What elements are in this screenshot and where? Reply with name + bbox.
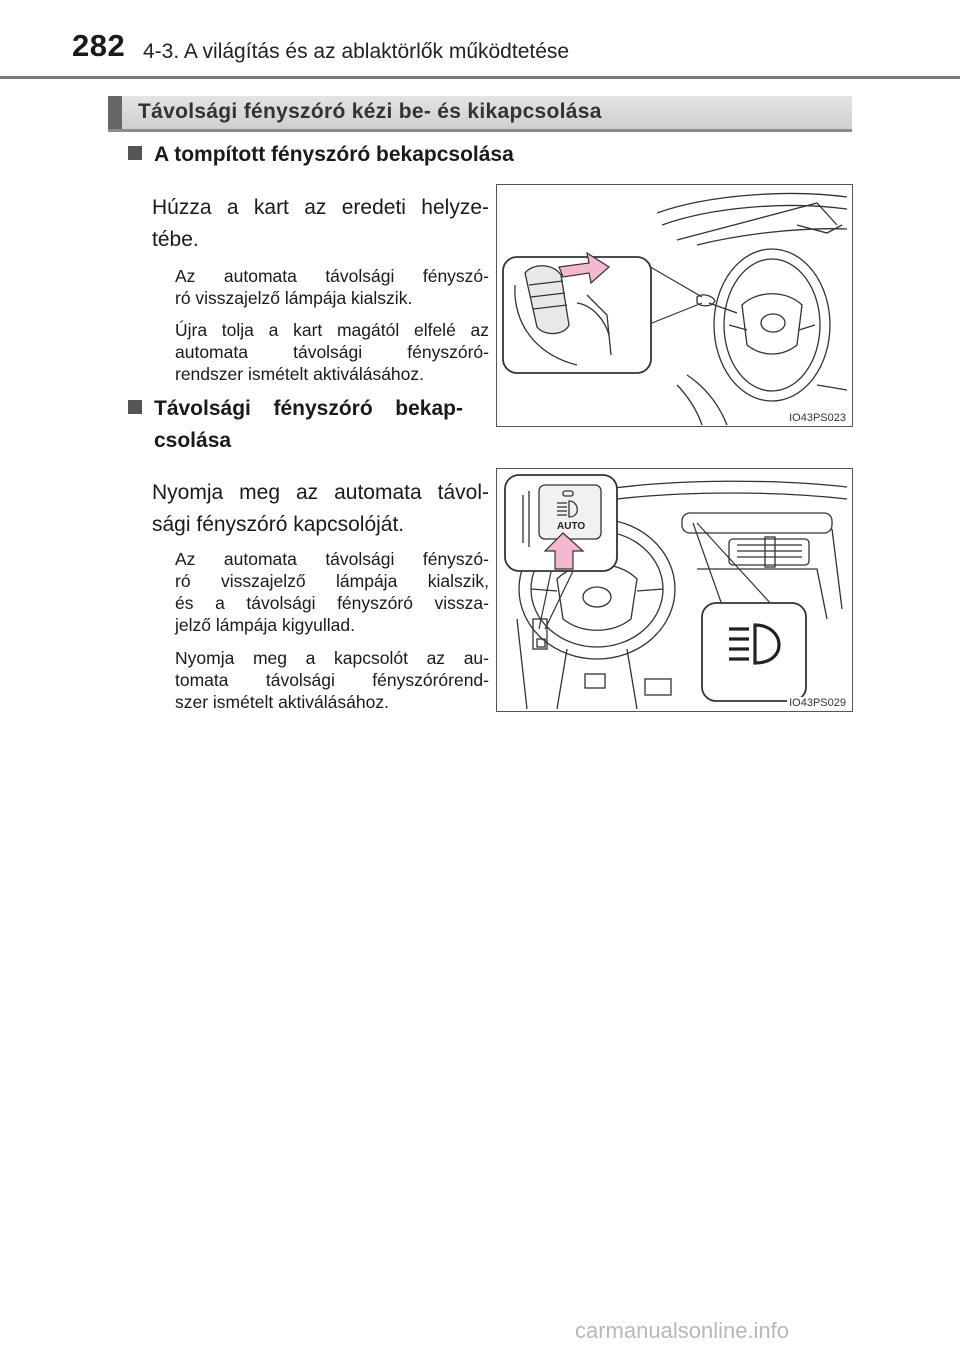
figure-auto-high-beam-switch <box>496 468 853 712</box>
note-line: Újra tolja a kart magától elfelé az <box>175 320 489 340</box>
figure-code: IO43PS023 <box>789 412 846 424</box>
instruction-line: Nyomja meg az automata távol- <box>152 481 489 504</box>
note-line: Nyomja meg a kapcsolót az au- <box>175 648 489 668</box>
square-bullet-icon <box>128 400 142 414</box>
figure-code: IO43PS029 <box>789 697 846 709</box>
note-line: Az automata távolsági fényszó- <box>175 549 489 569</box>
note-line: jelző lámpája kigyullad. <box>175 615 355 635</box>
page-header <box>0 0 960 80</box>
instruction-line: Húzza a kart az eredeti helyze- <box>152 196 489 219</box>
section-bar-stripe <box>108 96 122 129</box>
watermark: carmanualsonline.info <box>575 1318 790 1343</box>
note-line: rendszer ismételt aktiválásához. <box>175 364 424 384</box>
subheading-high-beam <box>128 392 463 425</box>
note-line: szer ismételt aktiválásához. <box>175 692 389 712</box>
switch-illustration <box>497 469 852 711</box>
subheading-low-beam <box>128 138 514 171</box>
note-line: tomata távolsági fényszórórend- <box>175 670 489 690</box>
instruction-line: sági fényszóró kapcsolóját. <box>152 513 405 536</box>
subheading-text-line2: csolása <box>154 429 232 452</box>
lever-illustration <box>497 185 852 426</box>
note-line: és a távolsági fényszóró vissza- <box>175 593 489 613</box>
instruction-line: tébe. <box>152 228 199 251</box>
figure-headlight-lever <box>496 184 853 427</box>
subheading-text: Távolsági fényszóró bekap- <box>154 397 463 420</box>
section-title: Távolsági fényszóró kézi be- és kikapcsolása <box>138 100 602 123</box>
square-bullet-icon <box>128 146 142 160</box>
header-rule <box>0 76 960 79</box>
note-line: automata távolsági fényszóró- <box>175 342 489 362</box>
subheading-text: A tompított fényszóró bekapcsolása <box>154 143 514 166</box>
chapter-title: 4-3. A világítás és az ablaktörlők működtetése <box>143 40 570 63</box>
note-line: Az automata távolsági fényszó- <box>175 266 489 286</box>
auto-switch-label: AUTO <box>557 521 586 532</box>
page-number: 282 <box>72 28 126 63</box>
section-title-bar <box>108 96 852 132</box>
note-line: ró visszajelző lámpája kialszik. <box>175 288 413 308</box>
note-line: ró visszajelző lámpája kialszik, <box>175 571 489 591</box>
